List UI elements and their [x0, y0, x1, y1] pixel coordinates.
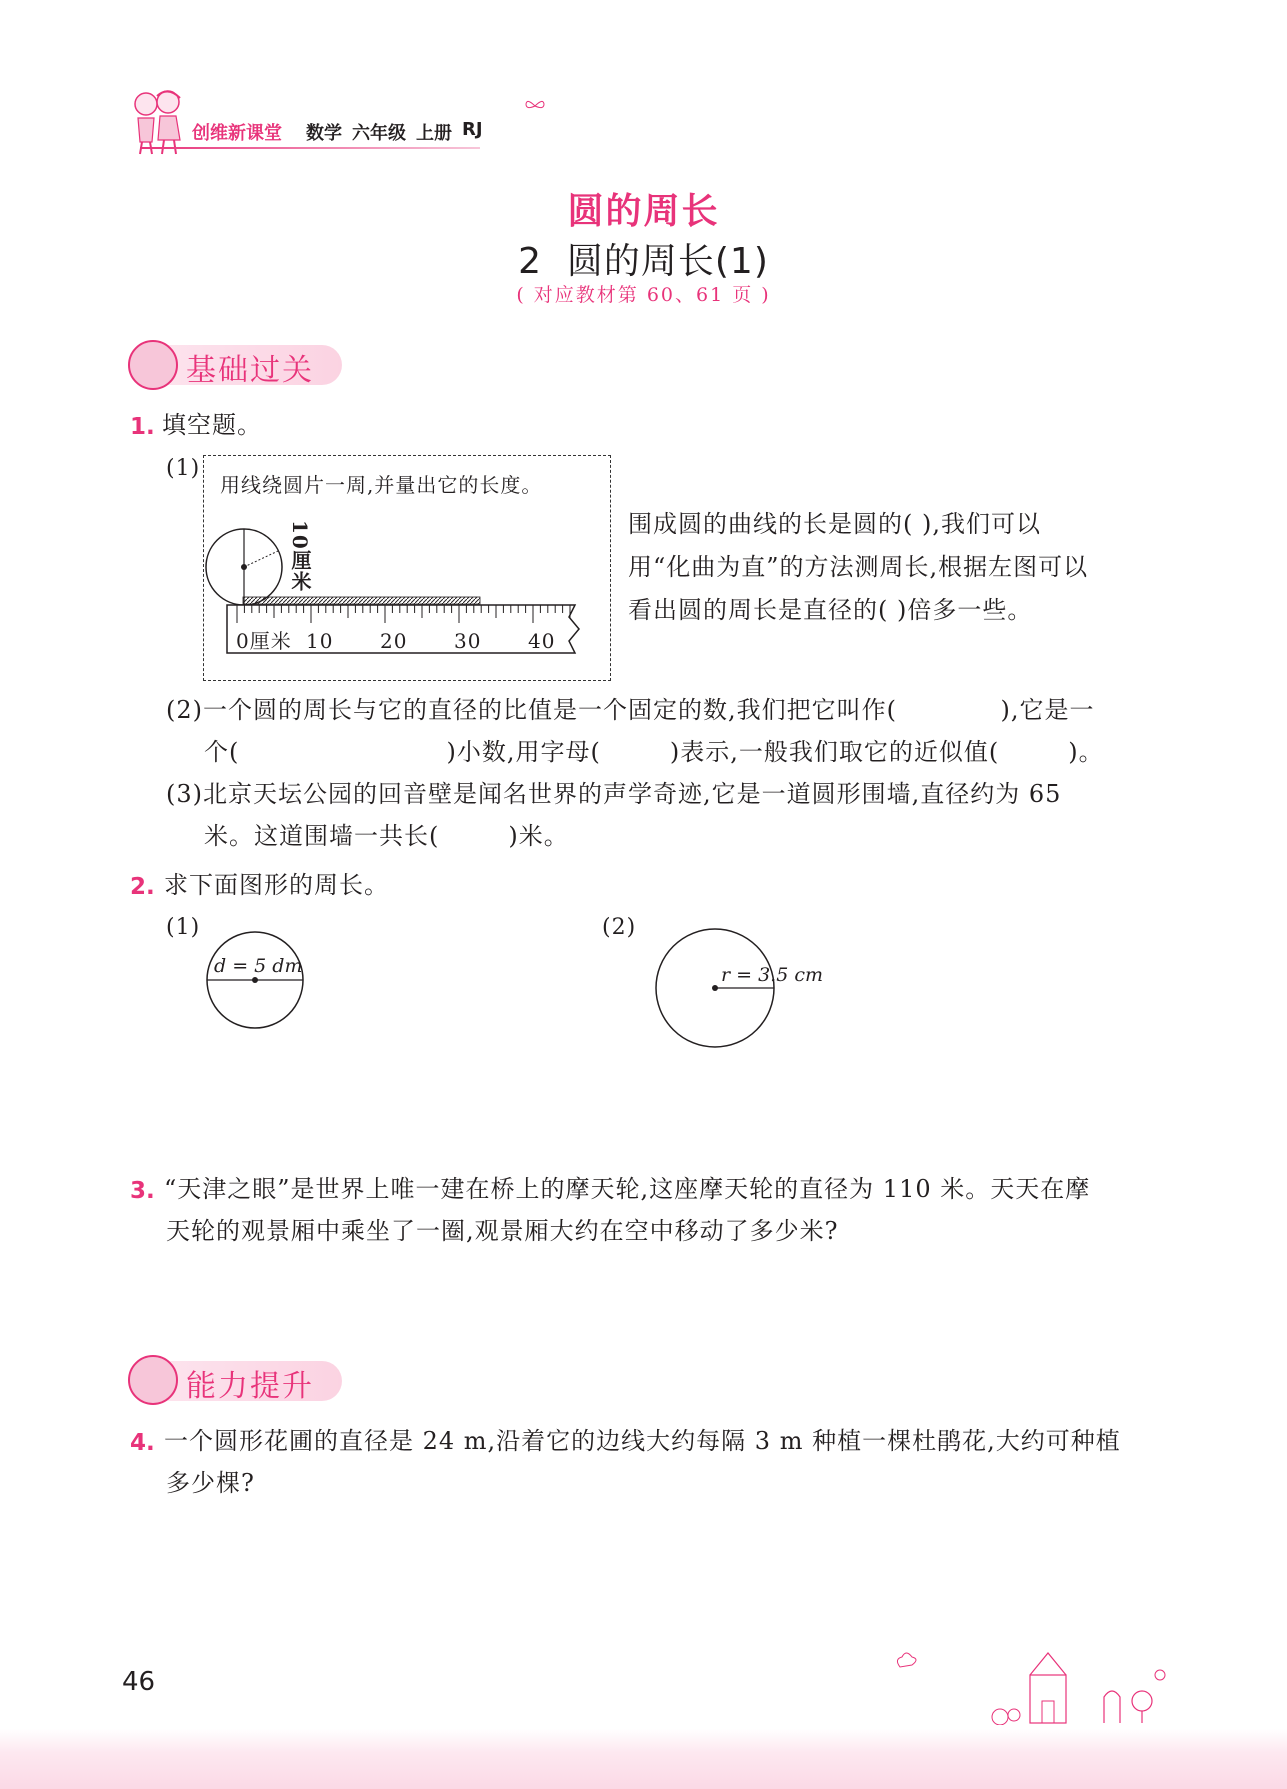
p3-line: 米。这道围墙一共长( )米。: [204, 822, 569, 850]
p3-line: (3)北京天坛公园的回音壁是闻名世界的声学奇迹,它是一道圆形围墙,直径约为 65: [166, 780, 1062, 808]
q4-line: 多少棵?: [166, 1469, 255, 1497]
ruler-label: 40: [528, 629, 556, 653]
string-length: [243, 597, 480, 604]
kids-logo-icon: [128, 84, 188, 156]
ruler-label: 20: [380, 629, 408, 653]
brand-name: 创维新课堂: [192, 123, 282, 144]
question-title: 填空题。: [162, 411, 262, 439]
ruler-label: 10: [306, 629, 334, 653]
question-title: 求下面图形的周长。: [164, 871, 389, 899]
p2-line: (2)一个圆的周长与它的直径的比值是一个固定的数,我们把它叫作( ),它是一: [166, 696, 1095, 724]
lesson-title: 2 圆的周长(1): [518, 241, 769, 282]
volume-label: 上册: [416, 123, 452, 144]
page-number: 46: [122, 1667, 156, 1697]
part-label: (1): [166, 915, 201, 940]
ruler-label: 0厘米: [236, 629, 292, 653]
q3-line: “天津之眼”是世界上唯一建在桥上的摩天轮,这座摩天轮的直径为 110 米。天天在摩: [164, 1175, 1091, 1203]
p2-line: 个( )小数,用字母( )表示,一般我们取它的近似值( )。: [204, 738, 1104, 766]
figure-caption: 用线绕圆片一周,并量出它的长度。: [220, 473, 543, 497]
lesson-reference: ( 对应教材第 60、61 页 ): [516, 284, 771, 306]
part-label: (1): [166, 456, 201, 481]
radius-label: 10厘米: [288, 520, 312, 592]
footer-band: [0, 1729, 1287, 1789]
book-info: [306, 119, 483, 145]
ruler-labels: [228, 631, 608, 655]
section-title-basic: 基础过关: [186, 353, 314, 388]
section-title-advanced: 能力提升: [186, 1369, 314, 1404]
diameter-label: d = 5 dm: [214, 955, 303, 977]
butterfly-icon: [524, 98, 546, 114]
section-mascot-icon: [128, 340, 178, 390]
question-number: 3.: [130, 1178, 155, 1204]
p1-line: 围成圆的曲线的长是圆的( ),我们可以: [628, 510, 1041, 538]
question-number: 2.: [130, 874, 155, 900]
circle-diameter-figure: [200, 925, 310, 1035]
grade-label: 六年级: [352, 123, 406, 144]
castle-decoration-icon: [890, 1645, 1170, 1725]
p1-line: 看出圆的周长是直径的( )倍多一些。: [628, 596, 1033, 624]
header-divider: [140, 147, 480, 149]
edition-label: RJ: [462, 119, 483, 140]
q4-line: 一个圆形花圃的直径是 24 m,沿着它的边线大约每隔 3 m 种植一棵杜鹃花,大约可种植: [164, 1427, 1121, 1455]
question-number: 4.: [130, 1430, 155, 1456]
section-mascot-icon: [128, 1355, 178, 1405]
ruler-label: 30: [454, 629, 482, 653]
question-number: 1.: [130, 414, 155, 440]
q3-line: 天轮的观景厢中乘坐了一圈,观景厢大约在空中移动了多少米?: [166, 1217, 839, 1245]
subject-label: 数学: [306, 123, 342, 144]
radius-figure-label: r = 3.5 cm: [721, 964, 823, 986]
part-label: (2): [602, 915, 637, 940]
p1-line: 用“化曲为直”的方法测周长,根据左图可以: [628, 553, 1089, 581]
circle-radius-figure: [652, 924, 782, 1054]
chapter-title: 圆的周长: [567, 191, 720, 232]
